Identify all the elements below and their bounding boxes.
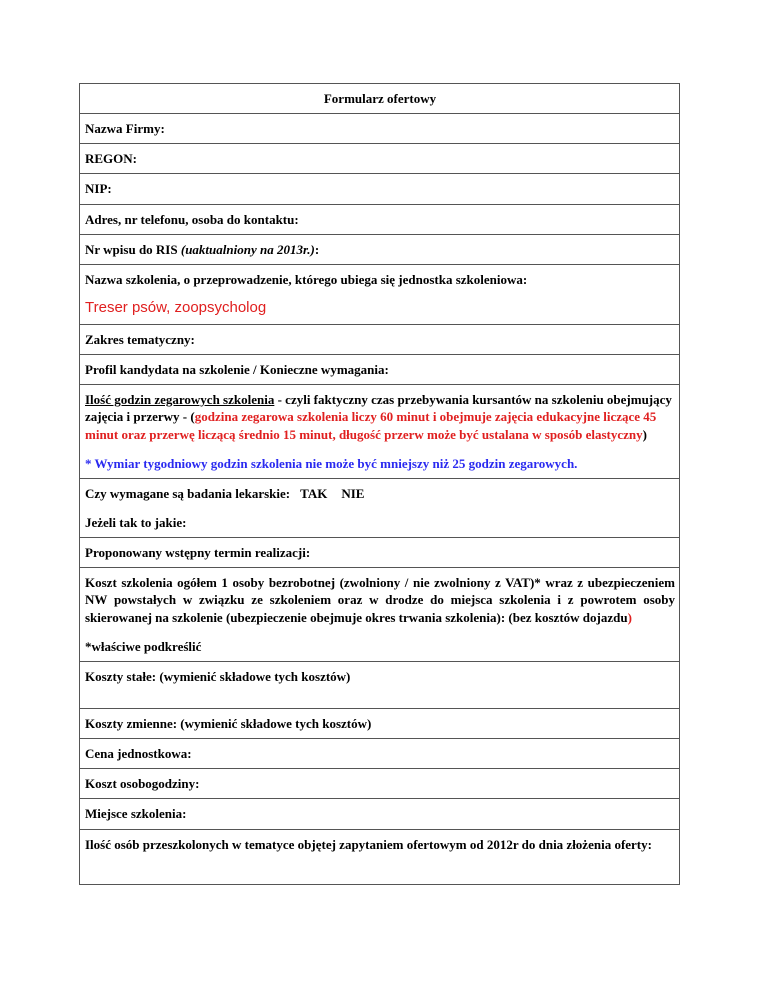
nip-label: NIP: [85, 181, 112, 197]
cost-paragraph [85, 574, 675, 625]
regon-field[interactable] [80, 144, 680, 174]
form-title: Formularz ofertowy [323, 91, 437, 106]
medical-line [85, 485, 675, 502]
row-trained-count [80, 829, 680, 884]
row-hour-cost [80, 769, 680, 799]
row-ris [80, 234, 680, 264]
row-nip [80, 174, 680, 204]
hours-field[interactable] [80, 385, 680, 479]
ris-field[interactable] [80, 234, 680, 264]
hours-paragraph [85, 391, 675, 442]
scope-label: Zakres tematyczny: [85, 331, 195, 347]
row-company-name [80, 114, 680, 144]
place-label: Miejsce szkolenia: [85, 806, 187, 822]
cost-field[interactable] [80, 568, 680, 662]
ris-label: Nr wpisu do RIS [85, 241, 181, 257]
hours-red-note: godzina zegarowa szkolenia liczy 60 minut i obejmuje zajęcia edukacyjne liczące 45 minut oraz przerwę liczącą średnio 15 minut, długość przerw może być ustalana w sposób elastyczny [85, 409, 657, 442]
row-cost [80, 568, 680, 662]
title-cell [80, 84, 680, 114]
offer-form-table [79, 83, 680, 885]
term-field[interactable] [80, 538, 680, 568]
profile-label: Profil kandydata na szkolenie / Konieczne wymagania: [85, 362, 389, 378]
medical-field[interactable] [80, 478, 680, 537]
row-title [80, 84, 680, 114]
company-name-label: Nazwa Firmy: [85, 121, 165, 137]
hour-cost-label: Koszt osobogodziny: [85, 776, 200, 792]
medical-label: Czy wymagane są badania lekarskie: [85, 485, 291, 501]
row-place [80, 799, 680, 829]
row-profile [80, 355, 680, 385]
hours-desc: - czyli faktyczny czas przebywania kursantów na szkoleniu obejmujący zajęcia i przerwy - ( [85, 392, 672, 425]
row-fixed-costs [80, 661, 680, 708]
address-label: Adres, nr telefonu, osoba do kontaktu: [85, 211, 299, 227]
fixed-costs-field[interactable] [80, 661, 680, 708]
profile-field[interactable] [80, 355, 680, 385]
row-scope [80, 324, 680, 354]
nip-field[interactable] [80, 174, 680, 204]
variable-costs-field[interactable] [80, 708, 680, 738]
row-variable-costs [80, 708, 680, 738]
trained-count-label: Ilość osób przeszkolonych w tematyce objętej zapytaniem ofertowym od 2012r do dnia złożenia oferty: [85, 836, 652, 852]
row-address [80, 204, 680, 234]
cost-close: ) [627, 609, 632, 625]
unit-price-label: Cena jednostkowa: [85, 746, 192, 762]
medical-yes[interactable]: TAK [300, 485, 328, 501]
training-name-label: Nazwa szkolenia, o przeprowadzenie, którego ubiega się jednostka szkoleniowa: [85, 271, 528, 287]
term-label: Proponowany wstępny termin realizacji: [85, 545, 311, 561]
ris-colon: : [314, 241, 320, 257]
fixed-costs-label: Koszty stałe: (wymienić składowe tych kosztów) [85, 668, 351, 684]
row-medical [80, 478, 680, 537]
hours-close: ) [642, 426, 647, 442]
medical-no[interactable]: NIE [341, 485, 365, 501]
regon-label: REGON: [85, 151, 137, 167]
row-hours [80, 385, 680, 479]
unit-price-field[interactable] [80, 739, 680, 769]
row-training-name [80, 264, 680, 324]
weekly-note: * Wymiar tygodniowy godzin szkolenia nie może być mniejszy niż 25 godzin zegarowych. [85, 455, 578, 471]
cost-footnote: *właściwe podkreślić [85, 638, 202, 654]
hour-cost-field[interactable] [80, 769, 680, 799]
variable-costs-label: Koszty zmienne: (wymienić składowe tych kosztów) [85, 715, 372, 731]
training-name-field[interactable] [80, 264, 680, 324]
cost-text: Koszt szkolenia ogółem 1 osoby bezrobotnej (zwolniony / nie zwolniony z VAT)* wraz z ubezpieczeniem NW powstałych w związku ze szkoleniem oraz w drodze do miejsca szkolenia i z powrotem osoby skierowanej na szkolenie (ubezpieczenie obejmuje okres trwania szkolenia): (bez kosztów dojazdu [85, 575, 675, 625]
scope-field[interactable] [80, 324, 680, 354]
medical-which-label: Jeżeli tak to jakie: [85, 514, 187, 530]
company-name-field[interactable] [80, 114, 680, 144]
row-term [80, 538, 680, 568]
trained-count-field[interactable] [80, 829, 680, 884]
row-unit-price [80, 739, 680, 769]
training-name-value: Treser psów, zoopsycholog [85, 299, 267, 317]
hours-label: Ilość godzin zegarowych szkolenia [85, 392, 275, 408]
address-field[interactable] [80, 204, 680, 234]
row-regon [80, 144, 680, 174]
place-field[interactable] [80, 799, 680, 829]
ris-note: (uaktualniony na 2013r.) [180, 241, 315, 257]
